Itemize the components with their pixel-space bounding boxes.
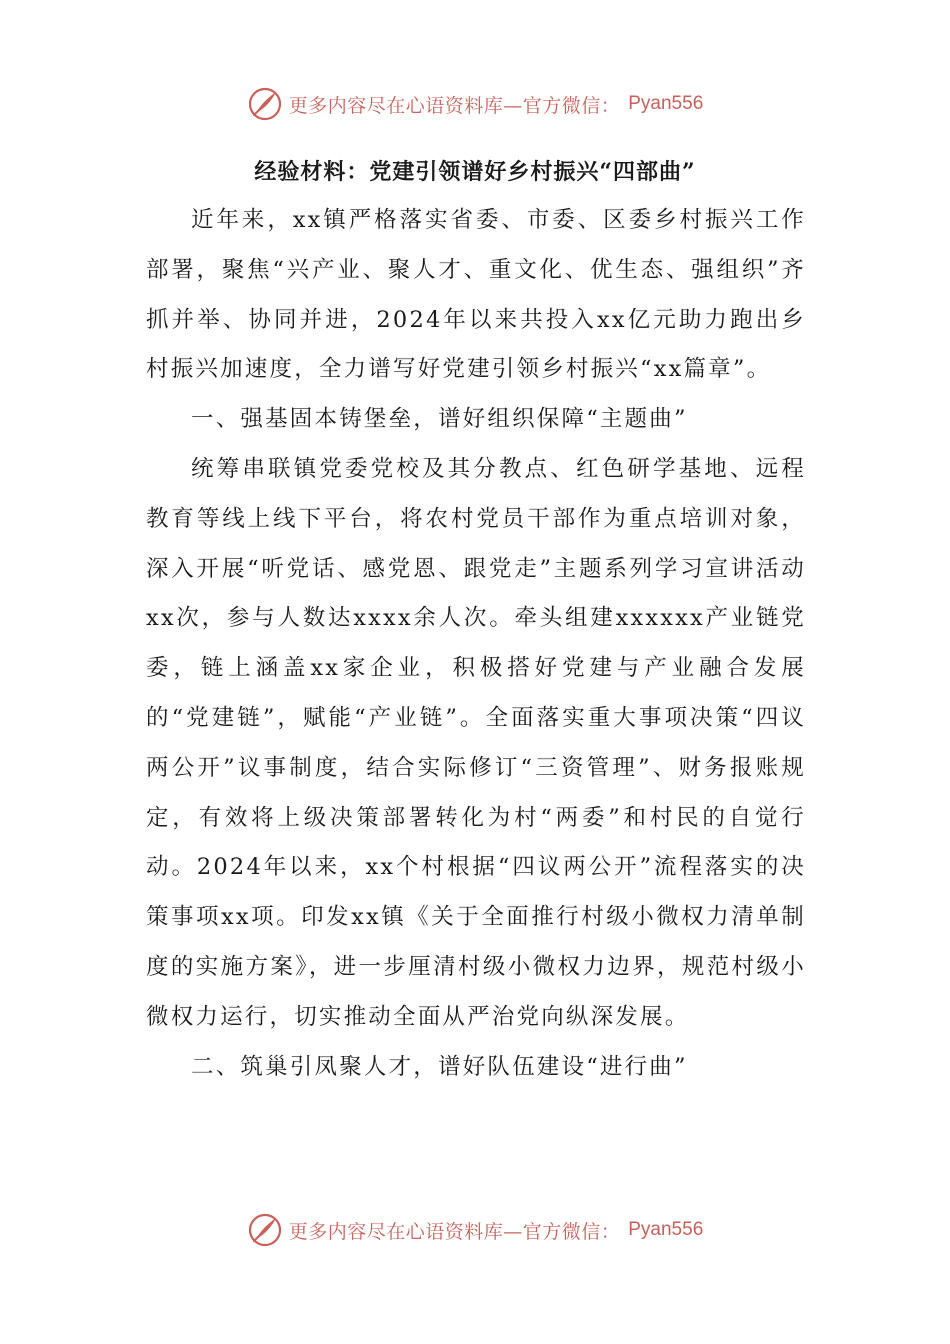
watermark-handle: Pyan556 — [628, 93, 704, 114]
paragraph-intro: 近年来，xx镇严格落实省委、市委、区委乡村振兴工作部署，聚焦“兴产业、聚人才、重文化、优生态、强组织”齐抓并举、协同并进，2024年以来共投入xx亿元助力跑出乡村振兴加速度，全力谱写好党建引领乡村振兴“xx篇章”。 — [146, 207, 806, 383]
document-body — [146, 196, 806, 1092]
watermark-text: 更多内容尽在心语资料库—官方微信： — [288, 94, 621, 117]
quill-pen-logo-icon — [247, 86, 283, 122]
document-title: 经验材料：党建引领谱好乡村振兴“四部曲” — [254, 159, 696, 185]
watermark-footer — [0, 1210, 950, 1250]
watermark-handle: Pyan556 — [628, 1219, 704, 1240]
watermark-text: 更多内容尽在心语资料库—官方微信： — [288, 1220, 621, 1243]
watermark-header — [0, 84, 950, 124]
paragraph-section-1: 统筹串联镇党委党校及其分教点、红色研学基地、远程教育等线上线下平台，将农村党员干部作为重点培训对象，深入开展“听党话、感党恩、跟党走”主题系列学习宣讲活动xx次，参与人数达xxxx余人次。牵头组建xxxxxx产业链党委，链上涵盖xx家企业，积极搭好党建与产业融合发展的“党建链”，赋能“产业链”。全面落实重大事项决策“四议两公开”议事制度，结合实际修订“三资管理”、财务报账规定，有效将上级决策部署转化为村“两委”和村民的自觉行动。2024年以来，xx个村根据“四议两公开”流程落实的决策事项xx项。印发xx镇《关于全面推行村级小微权力清单制度的实施方案》，进一步厘清村级小微权力边界，规范村级小微权力运行，切实推动全面从严治党向纵深发展。 — [146, 455, 806, 1030]
quill-pen-logo-icon — [247, 1212, 283, 1248]
section-heading-2: 二、筑巢引凤聚人才，谱好队伍建设“进行曲” — [191, 1053, 688, 1080]
section-heading-1: 一、强基固本铸堡垒，谱好组织保障“主题曲” — [191, 406, 688, 433]
